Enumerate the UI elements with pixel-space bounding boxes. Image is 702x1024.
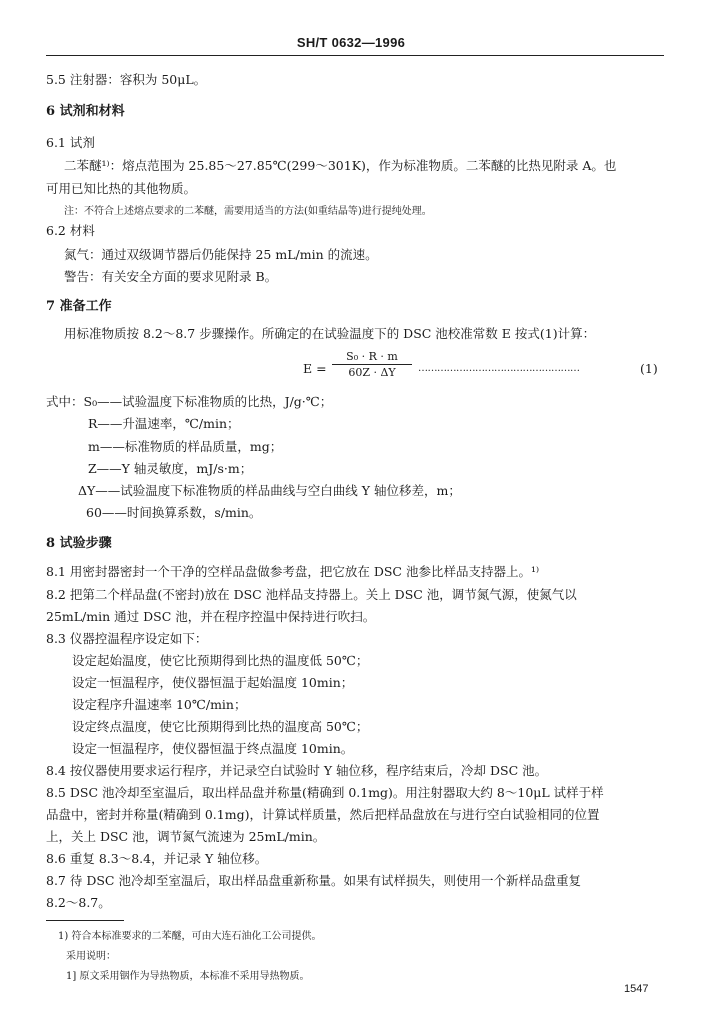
clause-6-2-text-2: 警告：有关安全方面的要求见附录 B。 [64,269,278,284]
clause-8-3-item-5: 设定一恒温程序，使仪器恒温于终点温度 10min。 [72,741,354,756]
section-6-heading: 6 试剂和材料 [46,104,125,119]
page-header: SH/T 0632—1996 [296,35,406,50]
footnote-adoption-title: 采用说明： [66,951,116,962]
clause-8-5-line-1: 8.5 DSC 池冷却至室温后，取出样品盘并称量(精确到 0.1mg)。用注射器取大约 8～10μL 试样于样 [46,785,604,800]
equation-numerator: S₀ · R · m [332,350,412,365]
footnote-1: 1) 符合本标准要求的二苯醚，可由大连石油化工公司提供。 [58,931,322,942]
clause-8-5-line-3: 上，关上 DSC 池，调节氮气流速为 25mL/min。 [46,829,326,844]
where-line-s0: 式中：S₀——试验温度下标准物质的比热，J/g·℃； [46,394,333,409]
clause-6-1-note: 注：不符合上述熔点要求的二苯醚，需要用适当的方法(如重结晶等)进行提纯处理。 [64,206,432,217]
clause-6-1-heading: 6.1 试剂 [46,135,95,150]
clause-8-6: 8.6 重复 8.3～8.4，并记录 Y 轴位移。 [46,851,268,866]
clause-8-2-line-1: 8.2 把第二个样品盘(不密封)放在 DSC 池样品支持器上。关上 DSC 池，调节氮气源，使氮气以 [46,587,577,602]
clause-6-1-text-1: 二苯醚¹⁾：熔点范围为 25.85～27.85℃(299～301K)，作为标准物质。二苯醚的比热见附录 A。也 [64,158,617,173]
clause-8-3-item-3: 设定程序升温速率 10℃/min； [72,697,247,712]
clause-8-4: 8.4 按仪器使用要求运行程序，并记录空白试验时 Y 轴位移，程序结束后，冷却 DSC 池。 [46,763,548,778]
clause-5-5: 5.5 注射器：容积为 50μL。 [46,72,207,87]
clause-6-2-heading: 6.2 材料 [46,223,95,238]
where-line-m: m——标准物质的样品质量，mg； [88,439,283,454]
equation-lhs: E = [303,361,327,376]
section-7-heading: 7 准备工作 [46,299,112,314]
clause-6-2-text-1: 氮气：通过双级调节器后仍能保持 25 mL/min 的流速。 [64,247,378,262]
clause-8-7-line-1: 8.7 待 DSC 池冷却至室温后，取出样品盘重新称量。如果有试样损失，则使用一个新样品盘重复 [46,873,581,888]
clause-8-5-line-2: 品盘中，密封并称量(精确到 0.1mg)，计算试样质量，然后把样品盘放在与进行空白试验相同的位置 [46,807,600,822]
clause-7-text: 用标准物质按 8.2～8.7 步骤操作。所确定的在试验温度下的 DSC 池校准常数 E 按式(1)计算： [64,326,596,341]
clause-8-3-item-4: 设定终点温度，使它比预期得到比热的温度高 50℃； [72,719,369,734]
footnote-rule [46,920,124,921]
clause-8-2-line-2: 25mL/min 通过 DSC 池，并在程序控温中保持进行吹扫。 [46,609,376,624]
clause-8-1: 8.1 用密封器密封一个干净的空样品盘做参考盘，把它放在 DSC 池参比样品支持器上。¹⁾ [46,564,540,579]
footnote-adoption-1: 1] 原文采用铟作为导热物质，本标准不采用导热物质。 [66,971,310,982]
clause-8-3-item-1: 设定起始温度，使它比预期得到比热的温度低 50℃； [72,653,369,668]
equation-leader-dots: …………………………………………… [418,363,580,374]
where-line-z: Z——Y 轴灵敏度，mJ/s·m； [88,461,253,476]
where-line-delta-y: ΔY——试验温度下标准物质的样品曲线与空白曲线 Y 轴位移差，m； [78,483,461,498]
where-line-60: 60——时间换算系数，s/min。 [86,505,262,520]
equation-fraction [332,350,412,379]
equation-denominator: 60Z · ΔY [348,366,396,379]
clause-8-7-line-2: 8.2～8.7。 [46,895,111,910]
section-8-heading: 8 试验步骤 [46,536,112,551]
where-line-r: R——升温速率，℃/min； [88,416,240,431]
header-rule [46,55,664,56]
clause-8-3: 8.3 仪器控温程序设定如下： [46,631,208,646]
clause-6-1-text-2: 可用已知比热的其他物质。 [46,181,197,196]
page-number: 1547 [624,983,649,995]
equation-number: (1) [640,361,658,376]
clause-8-3-item-2: 设定一恒温程序，使仪器恒温于起始温度 10min； [72,675,354,690]
